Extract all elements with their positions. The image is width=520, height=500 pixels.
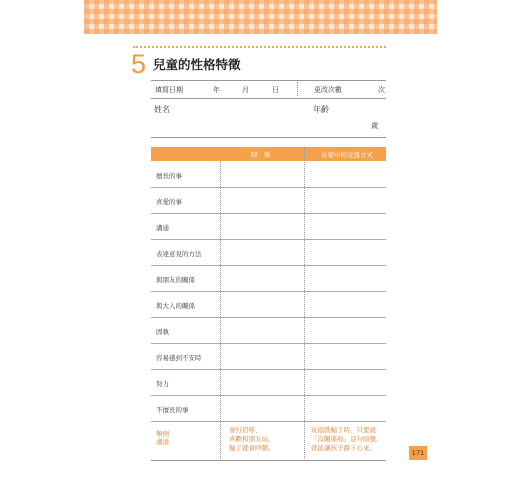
- table-row: [151, 369, 386, 396]
- row-label: 努力: [156, 380, 169, 388]
- change-count-label: 更改次數: [314, 86, 342, 94]
- name-label: 姓名: [154, 105, 170, 114]
- age-label: 年齡: [313, 105, 329, 114]
- month-label: 月: [242, 86, 249, 94]
- section-number: 5: [131, 49, 147, 79]
- example-trait-line: 喜歡和朋友玩、: [229, 435, 275, 443]
- column-divider-1: [220, 161, 221, 461]
- table-bottom-rule: [151, 460, 386, 461]
- fill-date-label: 填寫日期: [155, 86, 183, 94]
- table-row: [151, 213, 386, 240]
- table-row: [151, 265, 386, 292]
- row-label: 容易感到不安時: [156, 354, 202, 362]
- gingham-header-band: [84, 0, 437, 34]
- traits-column-header: 特 徵: [251, 151, 271, 159]
- row-label: 與朋友的關係: [156, 276, 195, 284]
- example-trait-line: 輸了就會吵鬧。: [229, 444, 275, 452]
- table-header: [151, 147, 386, 161]
- row-label: 與大人的關係: [156, 302, 195, 310]
- table-row: [151, 187, 386, 214]
- example-trait-line: 會打招呼、: [229, 426, 262, 434]
- year-label: 年: [213, 86, 220, 94]
- table-row: [151, 161, 386, 188]
- row-label: 固執: [156, 328, 169, 336]
- times-label: 次: [378, 86, 385, 94]
- row-label: 喜愛的事: [156, 198, 182, 206]
- row-label: 溝通: [156, 224, 169, 232]
- info-bottom-rule: [151, 137, 386, 138]
- age-unit-label: 歲: [371, 122, 378, 130]
- day-label: 日: [272, 86, 279, 94]
- page-title: 兒童的性格特徵: [153, 57, 241, 72]
- table-row: [151, 291, 386, 318]
- example-home-line: 「沒關係啦」這句暗號，: [311, 435, 383, 443]
- row-label: 表達意見的方法: [156, 250, 202, 258]
- home-column-header: 在家中的交流方式: [321, 151, 373, 159]
- page-number: 171: [409, 446, 427, 460]
- column-divider-2: [304, 147, 305, 461]
- table-row: [151, 395, 386, 422]
- info-mid-rule: [151, 98, 386, 99]
- info-top-rule: [151, 80, 386, 81]
- info-divider: [297, 82, 298, 96]
- table-row: [151, 317, 386, 344]
- example-home-line: 就能讓孩子靜下心來。: [311, 444, 376, 452]
- example-label: 舉例: [156, 430, 169, 438]
- title-dotted-rule: [133, 46, 386, 48]
- example-row: [151, 425, 386, 458]
- table-row: [151, 343, 386, 370]
- example-home-line: 玩遊戲輸了時，只要說: [311, 426, 376, 434]
- row-label: 擅長的事: [156, 172, 182, 180]
- table-row: [151, 239, 386, 266]
- row-label: 不擅長的事: [156, 406, 189, 414]
- example-topic: 溝通: [156, 438, 169, 446]
